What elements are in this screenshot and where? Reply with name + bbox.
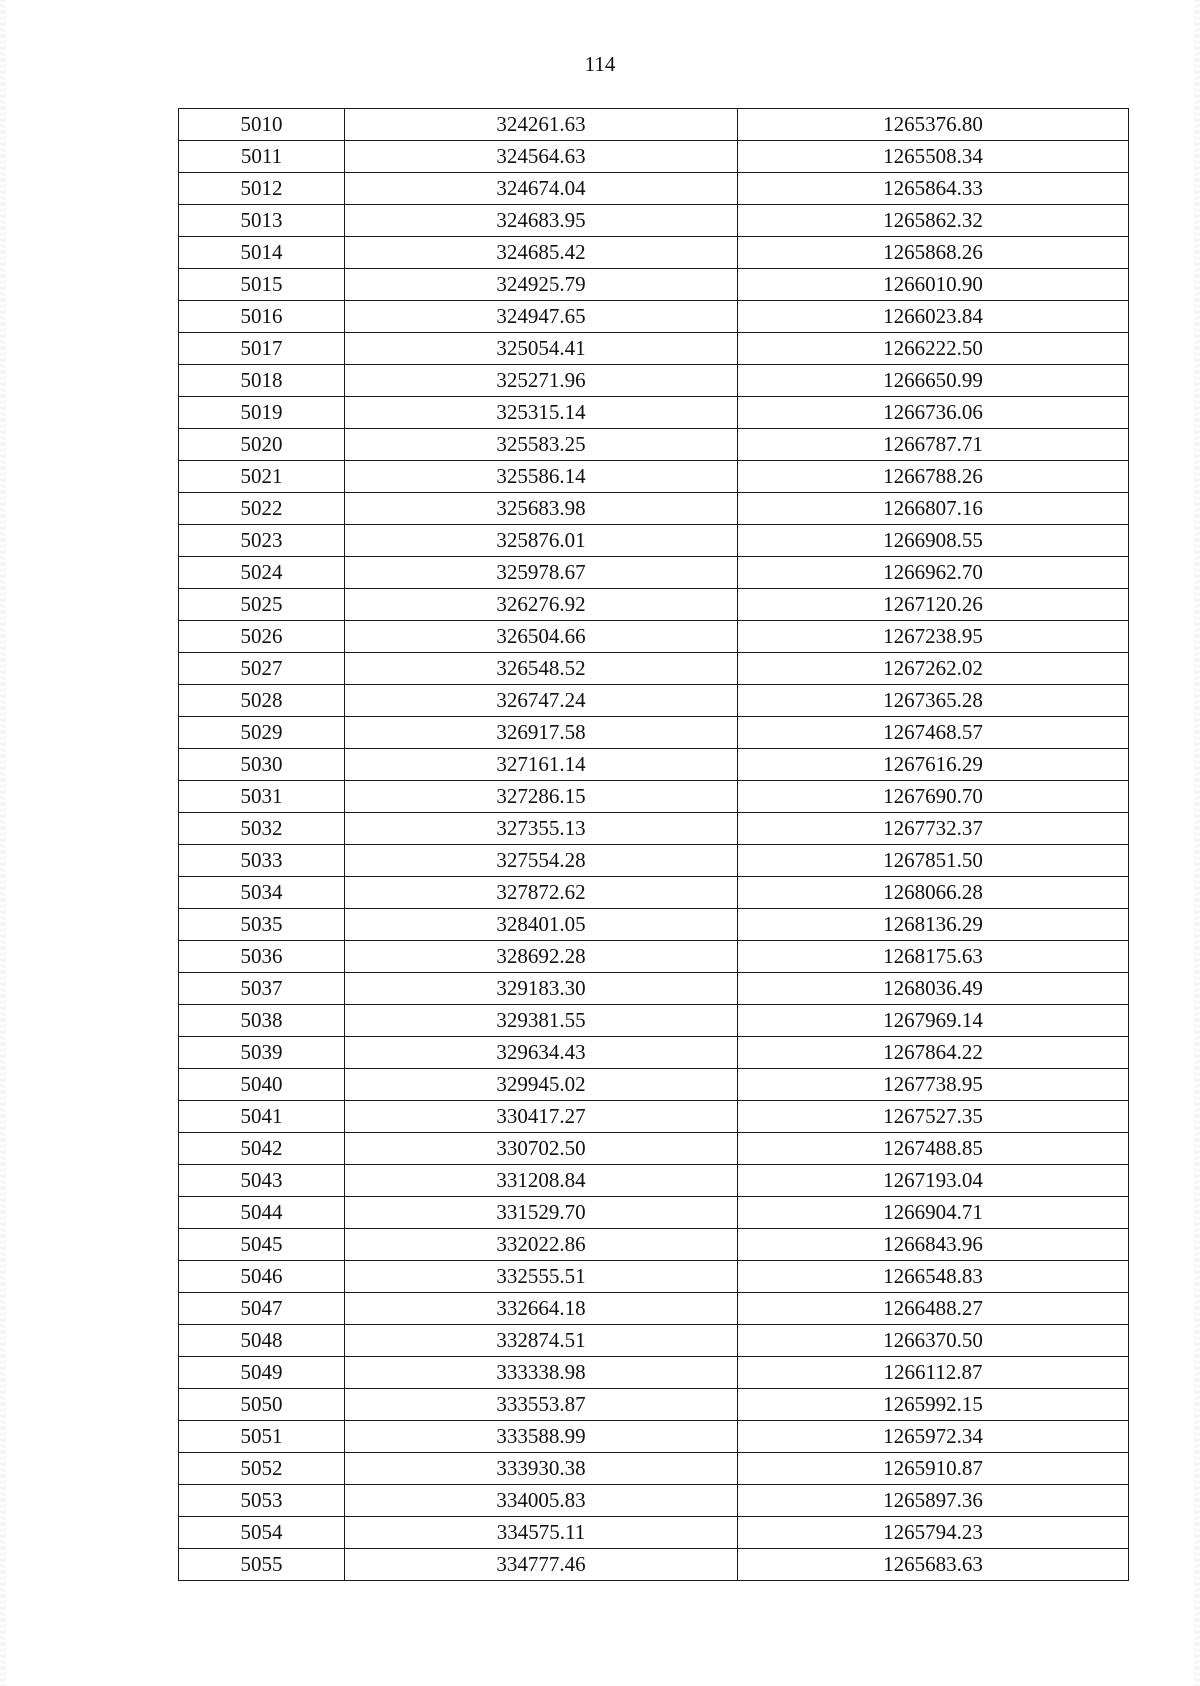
table-row xyxy=(179,429,1129,461)
y-coordinate-cell: 1266650.99 xyxy=(738,365,1129,397)
y-coordinate-cell: 1266908.55 xyxy=(738,525,1129,557)
table-row xyxy=(179,493,1129,525)
table-body xyxy=(179,109,1129,1581)
table-row xyxy=(179,1293,1129,1325)
point-number-cell: 5030 xyxy=(179,749,345,781)
point-number-cell: 5020 xyxy=(179,429,345,461)
x-coordinate-cell: 327872.62 xyxy=(345,877,738,909)
x-coordinate-cell: 332874.51 xyxy=(345,1325,738,1357)
table-row xyxy=(179,141,1129,173)
table-row xyxy=(179,1005,1129,1037)
x-coordinate-cell: 329634.43 xyxy=(345,1037,738,1069)
table-row xyxy=(179,1133,1129,1165)
table-row xyxy=(179,877,1129,909)
y-coordinate-cell: 1265794.23 xyxy=(738,1517,1129,1549)
table-row xyxy=(179,1229,1129,1261)
scan-edge-left xyxy=(0,0,6,1686)
y-coordinate-cell: 1268066.28 xyxy=(738,877,1129,909)
y-coordinate-cell: 1266112.87 xyxy=(738,1357,1129,1389)
point-number-cell: 5026 xyxy=(179,621,345,653)
table-row xyxy=(179,653,1129,685)
table-row xyxy=(179,205,1129,237)
y-coordinate-cell: 1265376.80 xyxy=(738,109,1129,141)
y-coordinate-cell: 1267732.37 xyxy=(738,813,1129,845)
point-number-cell: 5025 xyxy=(179,589,345,621)
x-coordinate-cell: 324685.42 xyxy=(345,237,738,269)
point-number-cell: 5019 xyxy=(179,397,345,429)
x-coordinate-cell: 324925.79 xyxy=(345,269,738,301)
y-coordinate-cell: 1267851.50 xyxy=(738,845,1129,877)
table-row xyxy=(179,1069,1129,1101)
y-coordinate-cell: 1267864.22 xyxy=(738,1037,1129,1069)
x-coordinate-cell: 334575.11 xyxy=(345,1517,738,1549)
point-number-cell: 5048 xyxy=(179,1325,345,1357)
y-coordinate-cell: 1266736.06 xyxy=(738,397,1129,429)
y-coordinate-cell: 1267262.02 xyxy=(738,653,1129,685)
y-coordinate-cell: 1265992.15 xyxy=(738,1389,1129,1421)
coordinates-table-container xyxy=(178,108,1129,1581)
table-row xyxy=(179,365,1129,397)
point-number-cell: 5035 xyxy=(179,909,345,941)
table-row xyxy=(179,1421,1129,1453)
table-row xyxy=(179,685,1129,717)
y-coordinate-cell: 1267616.29 xyxy=(738,749,1129,781)
y-coordinate-cell: 1266788.26 xyxy=(738,461,1129,493)
y-coordinate-cell: 1267365.28 xyxy=(738,685,1129,717)
table-row xyxy=(179,397,1129,429)
scan-edge-right xyxy=(1194,0,1200,1686)
y-coordinate-cell: 1266488.27 xyxy=(738,1293,1129,1325)
x-coordinate-cell: 325583.25 xyxy=(345,429,738,461)
x-coordinate-cell: 325978.67 xyxy=(345,557,738,589)
y-coordinate-cell: 1265868.26 xyxy=(738,237,1129,269)
x-coordinate-cell: 324261.63 xyxy=(345,109,738,141)
table-row xyxy=(179,749,1129,781)
x-coordinate-cell: 332664.18 xyxy=(345,1293,738,1325)
point-number-cell: 5014 xyxy=(179,237,345,269)
y-coordinate-cell: 1267690.70 xyxy=(738,781,1129,813)
y-coordinate-cell: 1265972.34 xyxy=(738,1421,1129,1453)
point-number-cell: 5046 xyxy=(179,1261,345,1293)
x-coordinate-cell: 333930.38 xyxy=(345,1453,738,1485)
point-number-cell: 5021 xyxy=(179,461,345,493)
table-row xyxy=(179,173,1129,205)
point-number-cell: 5033 xyxy=(179,845,345,877)
table-row xyxy=(179,333,1129,365)
x-coordinate-cell: 325876.01 xyxy=(345,525,738,557)
point-number-cell: 5050 xyxy=(179,1389,345,1421)
x-coordinate-cell: 326917.58 xyxy=(345,717,738,749)
point-number-cell: 5018 xyxy=(179,365,345,397)
x-coordinate-cell: 334777.46 xyxy=(345,1549,738,1581)
y-coordinate-cell: 1266787.71 xyxy=(738,429,1129,461)
table-row xyxy=(179,1389,1129,1421)
table-row xyxy=(179,301,1129,333)
table-row xyxy=(179,1101,1129,1133)
point-number-cell: 5049 xyxy=(179,1357,345,1389)
point-number-cell: 5017 xyxy=(179,333,345,365)
y-coordinate-cell: 1266222.50 xyxy=(738,333,1129,365)
y-coordinate-cell: 1267468.57 xyxy=(738,717,1129,749)
y-coordinate-cell: 1267193.04 xyxy=(738,1165,1129,1197)
point-number-cell: 5011 xyxy=(179,141,345,173)
x-coordinate-cell: 325315.14 xyxy=(345,397,738,429)
point-number-cell: 5013 xyxy=(179,205,345,237)
table-row xyxy=(179,909,1129,941)
y-coordinate-cell: 1265897.36 xyxy=(738,1485,1129,1517)
x-coordinate-cell: 327355.13 xyxy=(345,813,738,845)
x-coordinate-cell: 325271.96 xyxy=(345,365,738,397)
point-number-cell: 5036 xyxy=(179,941,345,973)
x-coordinate-cell: 324947.65 xyxy=(345,301,738,333)
table-row xyxy=(179,813,1129,845)
table-row xyxy=(179,1325,1129,1357)
point-number-cell: 5047 xyxy=(179,1293,345,1325)
x-coordinate-cell: 329381.55 xyxy=(345,1005,738,1037)
x-coordinate-cell: 332022.86 xyxy=(345,1229,738,1261)
y-coordinate-cell: 1266023.84 xyxy=(738,301,1129,333)
y-coordinate-cell: 1267527.35 xyxy=(738,1101,1129,1133)
coordinates-table xyxy=(178,108,1129,1581)
table-row xyxy=(179,589,1129,621)
y-coordinate-cell: 1265683.63 xyxy=(738,1549,1129,1581)
table-row xyxy=(179,109,1129,141)
x-coordinate-cell: 326747.24 xyxy=(345,685,738,717)
x-coordinate-cell: 329183.30 xyxy=(345,973,738,1005)
point-number-cell: 5034 xyxy=(179,877,345,909)
x-coordinate-cell: 325054.41 xyxy=(345,333,738,365)
point-number-cell: 5042 xyxy=(179,1133,345,1165)
table-row xyxy=(179,557,1129,589)
x-coordinate-cell: 327554.28 xyxy=(345,845,738,877)
point-number-cell: 5043 xyxy=(179,1165,345,1197)
y-coordinate-cell: 1268175.63 xyxy=(738,941,1129,973)
y-coordinate-cell: 1266843.96 xyxy=(738,1229,1129,1261)
y-coordinate-cell: 1267488.85 xyxy=(738,1133,1129,1165)
point-number-cell: 5039 xyxy=(179,1037,345,1069)
x-coordinate-cell: 326504.66 xyxy=(345,621,738,653)
x-coordinate-cell: 331208.84 xyxy=(345,1165,738,1197)
point-number-cell: 5031 xyxy=(179,781,345,813)
x-coordinate-cell: 333338.98 xyxy=(345,1357,738,1389)
table-row xyxy=(179,621,1129,653)
point-number-cell: 5027 xyxy=(179,653,345,685)
x-coordinate-cell: 325683.98 xyxy=(345,493,738,525)
y-coordinate-cell: 1266548.83 xyxy=(738,1261,1129,1293)
y-coordinate-cell: 1265508.34 xyxy=(738,141,1129,173)
point-number-cell: 5044 xyxy=(179,1197,345,1229)
y-coordinate-cell: 1266807.16 xyxy=(738,493,1129,525)
point-number-cell: 5015 xyxy=(179,269,345,301)
x-coordinate-cell: 325586.14 xyxy=(345,461,738,493)
x-coordinate-cell: 327161.14 xyxy=(345,749,738,781)
point-number-cell: 5054 xyxy=(179,1517,345,1549)
y-coordinate-cell: 1267738.95 xyxy=(738,1069,1129,1101)
point-number-cell: 5016 xyxy=(179,301,345,333)
y-coordinate-cell: 1268136.29 xyxy=(738,909,1129,941)
x-coordinate-cell: 330417.27 xyxy=(345,1101,738,1133)
point-number-cell: 5041 xyxy=(179,1101,345,1133)
y-coordinate-cell: 1267969.14 xyxy=(738,1005,1129,1037)
x-coordinate-cell: 328692.28 xyxy=(345,941,738,973)
x-coordinate-cell: 324674.04 xyxy=(345,173,738,205)
x-coordinate-cell: 334005.83 xyxy=(345,1485,738,1517)
x-coordinate-cell: 324683.95 xyxy=(345,205,738,237)
x-coordinate-cell: 329945.02 xyxy=(345,1069,738,1101)
table-row xyxy=(179,1165,1129,1197)
point-number-cell: 5053 xyxy=(179,1485,345,1517)
table-row xyxy=(179,1197,1129,1229)
page-number: 114 xyxy=(584,52,616,76)
table-row xyxy=(179,1261,1129,1293)
y-coordinate-cell: 1266904.71 xyxy=(738,1197,1129,1229)
x-coordinate-cell: 332555.51 xyxy=(345,1261,738,1293)
y-coordinate-cell: 1265910.87 xyxy=(738,1453,1129,1485)
point-number-cell: 5052 xyxy=(179,1453,345,1485)
x-coordinate-cell: 333553.87 xyxy=(345,1389,738,1421)
table-row xyxy=(179,461,1129,493)
x-coordinate-cell: 326548.52 xyxy=(345,653,738,685)
x-coordinate-cell: 326276.92 xyxy=(345,589,738,621)
point-number-cell: 5051 xyxy=(179,1421,345,1453)
point-number-cell: 5040 xyxy=(179,1069,345,1101)
y-coordinate-cell: 1267238.95 xyxy=(738,621,1129,653)
x-coordinate-cell: 324564.63 xyxy=(345,141,738,173)
table-row xyxy=(179,941,1129,973)
table-row xyxy=(179,717,1129,749)
point-number-cell: 5012 xyxy=(179,173,345,205)
point-number-cell: 5029 xyxy=(179,717,345,749)
point-number-cell: 5023 xyxy=(179,525,345,557)
x-coordinate-cell: 327286.15 xyxy=(345,781,738,813)
table-row xyxy=(179,525,1129,557)
point-number-cell: 5010 xyxy=(179,109,345,141)
point-number-cell: 5022 xyxy=(179,493,345,525)
point-number-cell: 5055 xyxy=(179,1549,345,1581)
y-coordinate-cell: 1265864.33 xyxy=(738,173,1129,205)
table-row xyxy=(179,845,1129,877)
table-row xyxy=(179,237,1129,269)
table-row xyxy=(179,973,1129,1005)
point-number-cell: 5024 xyxy=(179,557,345,589)
x-coordinate-cell: 331529.70 xyxy=(345,1197,738,1229)
x-coordinate-cell: 328401.05 xyxy=(345,909,738,941)
y-coordinate-cell: 1266962.70 xyxy=(738,557,1129,589)
table-row xyxy=(179,1549,1129,1581)
point-number-cell: 5038 xyxy=(179,1005,345,1037)
y-coordinate-cell: 1265862.32 xyxy=(738,205,1129,237)
point-number-cell: 5037 xyxy=(179,973,345,1005)
y-coordinate-cell: 1266370.50 xyxy=(738,1325,1129,1357)
point-number-cell: 5028 xyxy=(179,685,345,717)
x-coordinate-cell: 330702.50 xyxy=(345,1133,738,1165)
point-number-cell: 5045 xyxy=(179,1229,345,1261)
table-row xyxy=(179,1453,1129,1485)
y-coordinate-cell: 1267120.26 xyxy=(738,589,1129,621)
table-row xyxy=(179,1485,1129,1517)
table-row xyxy=(179,1517,1129,1549)
table-row xyxy=(179,1357,1129,1389)
table-row xyxy=(179,781,1129,813)
y-coordinate-cell: 1266010.90 xyxy=(738,269,1129,301)
table-row xyxy=(179,269,1129,301)
point-number-cell: 5032 xyxy=(179,813,345,845)
y-coordinate-cell: 1268036.49 xyxy=(738,973,1129,1005)
table-row xyxy=(179,1037,1129,1069)
x-coordinate-cell: 333588.99 xyxy=(345,1421,738,1453)
